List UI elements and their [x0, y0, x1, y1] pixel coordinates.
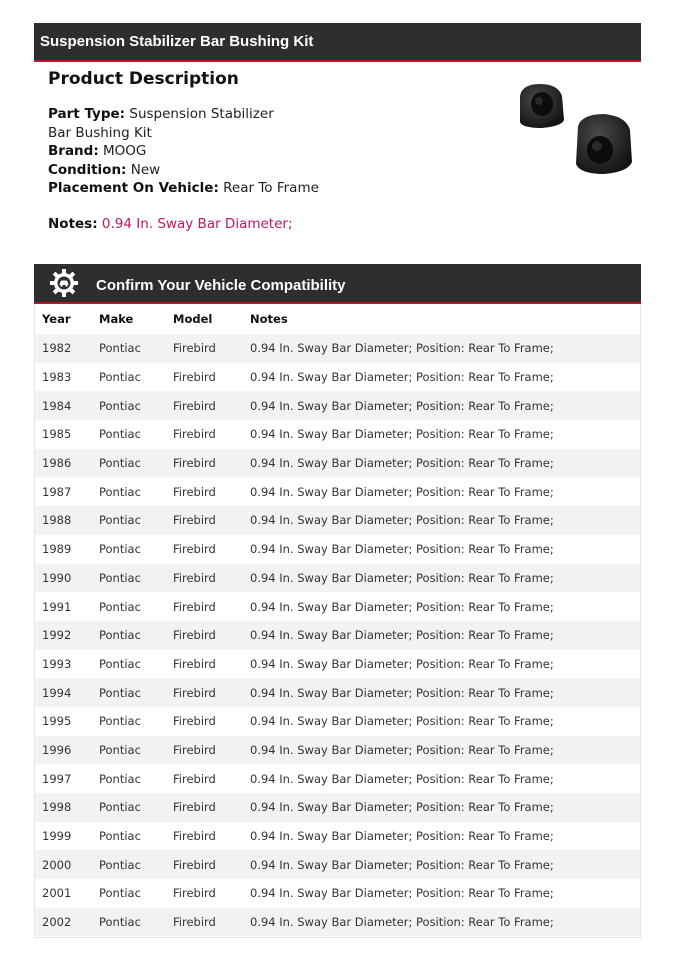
cell-make: Pontiac [99, 829, 141, 844]
page-title: Suspension Stabilizer Bar Bushing Kit [40, 33, 314, 50]
brand-value: MOOG [103, 143, 147, 159]
cell-make: Pontiac [99, 427, 141, 442]
cell-notes: 0.94 In. Sway Bar Diameter; Position: Rear To Frame; [250, 564, 640, 593]
cell-year: 1982 [35, 334, 99, 363]
cell-year: 1993 [42, 656, 72, 671]
spec-list [48, 105, 478, 198]
cell-make: Pontiac [99, 656, 141, 671]
description-heading: Product Description [48, 69, 239, 89]
table-row [35, 592, 640, 621]
compatibility-table-container [34, 304, 641, 938]
cell-year: 1991 [42, 599, 72, 614]
brand-label: Brand: [48, 143, 99, 159]
table-row [35, 420, 640, 449]
cell-model: Firebird [173, 829, 216, 844]
table-row [35, 564, 640, 593]
cell-make: Pontiac [99, 771, 141, 786]
column-header-notes: Notes [250, 312, 288, 326]
table-row [35, 736, 640, 765]
cell-notes: 0.94 In. Sway Bar Diameter; Position: Rear To Frame; [250, 850, 640, 879]
table-row [35, 908, 640, 937]
cell-notes: 0.94 In. Sway Bar Diameter; Position: Rear To Frame; [250, 599, 554, 614]
cell-year: 1998 [35, 793, 99, 822]
cell-make: Pontiac [99, 370, 141, 385]
table-row [35, 477, 640, 506]
cell-make: Pontiac [99, 908, 173, 937]
cell-notes: 0.94 In. Sway Bar Diameter; Position: Rear To Frame; [250, 678, 640, 707]
cell-notes: 0.94 In. Sway Bar Diameter; Position: Rear To Frame; [250, 391, 640, 420]
cell-notes: 0.94 In. Sway Bar Diameter; Position: Rear To Frame; [250, 542, 554, 557]
cell-make: Pontiac [99, 599, 141, 614]
cell-model: Firebird [173, 771, 216, 786]
compatibility-title: Confirm Your Vehicle Compatibility [96, 277, 346, 294]
cell-model: Firebird [173, 599, 216, 614]
cell-make: Pontiac [99, 484, 141, 499]
cell-model: Firebird [173, 908, 250, 937]
cell-year: 1985 [42, 427, 72, 442]
cell-make: Pontiac [99, 621, 173, 650]
cell-notes: 0.94 In. Sway Bar Diameter; Position: Rear To Frame; [250, 427, 554, 442]
product-description [48, 68, 478, 232]
column-header-make: Make [99, 312, 134, 326]
cell-model: Firebird [173, 714, 216, 729]
cell-notes: 0.94 In. Sway Bar Diameter; Position: Rear To Frame; [250, 449, 640, 478]
table-row [35, 621, 640, 650]
spec-condition [48, 161, 478, 180]
cell-model: Firebird [173, 850, 250, 879]
cell-model: Firebird [173, 886, 216, 901]
cell-notes: 0.94 In. Sway Bar Diameter; Position: Rear To Frame; [250, 908, 640, 937]
placement-label: Placement On Vehicle: [48, 180, 219, 196]
notes-label: Notes: [48, 215, 98, 232]
cell-year: 1988 [35, 506, 99, 535]
cell-year: 2001 [42, 886, 72, 901]
cell-make: Pontiac [99, 506, 173, 535]
table-row [35, 879, 640, 908]
cell-model: Firebird [173, 506, 250, 535]
table-row [35, 650, 640, 679]
cell-make: Pontiac [99, 334, 173, 363]
cell-notes: 0.94 In. Sway Bar Diameter; Position: Rear To Frame; [250, 736, 640, 765]
spec-part-type [48, 105, 288, 142]
table-row [35, 535, 640, 564]
cell-model: Firebird [173, 484, 216, 499]
cell-model: Firebird [173, 564, 250, 593]
title-bar [34, 23, 641, 62]
cell-year: 1994 [35, 678, 99, 707]
compatibility-header [34, 264, 641, 304]
cell-notes: 0.94 In. Sway Bar Diameter; Position: Rear To Frame; [250, 793, 640, 822]
cell-make: Pontiac [99, 793, 173, 822]
cell-make: Pontiac [99, 564, 173, 593]
cell-year: 1990 [35, 564, 99, 593]
cell-model: Firebird [173, 449, 250, 478]
cell-notes: 0.94 In. Sway Bar Diameter; Position: Rear To Frame; [250, 771, 554, 786]
cell-make: Pontiac [99, 391, 173, 420]
cell-notes: 0.94 In. Sway Bar Diameter; Position: Rear To Frame; [250, 829, 554, 844]
column-header-model: Model [173, 312, 213, 326]
table-row [35, 678, 640, 707]
cell-model: Firebird [173, 793, 250, 822]
part-type-label: Part Type: [48, 106, 126, 122]
cell-make: Pontiac [99, 850, 173, 879]
cell-year: 1996 [35, 736, 99, 765]
cell-notes: 0.94 In. Sway Bar Diameter; Position: Rear To Frame; [250, 370, 554, 385]
cell-year: 1987 [42, 484, 72, 499]
part-type-value: Suspension Stabilizer Bar Bushing Kit [48, 106, 274, 141]
condition-label: Condition: [48, 161, 127, 178]
cell-make: Pontiac [99, 542, 141, 557]
bushing-image [512, 80, 640, 180]
table-row [35, 764, 640, 793]
cell-model: Firebird [173, 656, 216, 671]
cell-notes: 0.94 In. Sway Bar Diameter; Position: Rear To Frame; [250, 714, 554, 729]
cell-notes: 0.94 In. Sway Bar Diameter; Position: Rear To Frame; [250, 656, 554, 671]
cell-notes: 0.94 In. Sway Bar Diameter; Position: Rear To Frame; [250, 334, 640, 363]
table-row [35, 850, 640, 879]
table-row [35, 506, 640, 535]
cell-make: Pontiac [99, 714, 141, 729]
cell-model: Firebird [173, 334, 250, 363]
column-header-year: Year [42, 312, 71, 326]
cell-year: 1984 [35, 391, 99, 420]
cell-year: 1992 [35, 621, 99, 650]
table-body [35, 334, 640, 936]
cell-year: 1986 [35, 449, 99, 478]
condition-value: New [130, 161, 161, 178]
spec-brand [48, 142, 478, 161]
cell-model: Firebird [173, 621, 250, 650]
notes-line [48, 216, 478, 232]
cell-year: 1997 [42, 771, 72, 786]
table-header-row [35, 304, 640, 334]
notes-value: 0.94 In. Sway Bar Diameter; [101, 215, 293, 232]
table-row [35, 793, 640, 822]
compatibility-table [35, 304, 640, 936]
cell-model: Firebird [173, 427, 216, 442]
table-row [35, 363, 640, 392]
spec-placement [48, 179, 478, 198]
cell-notes: 0.94 In. Sway Bar Diameter; Position: Rear To Frame; [250, 886, 554, 901]
cell-model: Firebird [173, 736, 250, 765]
table-row [35, 391, 640, 420]
cell-make: Pontiac [99, 886, 141, 901]
cell-make: Pontiac [99, 449, 173, 478]
cell-year: 1989 [42, 542, 72, 557]
cell-notes: 0.94 In. Sway Bar Diameter; Position: Rear To Frame; [250, 484, 554, 499]
cell-model: Firebird [173, 678, 250, 707]
cell-make: Pontiac [99, 678, 173, 707]
cell-year: 2000 [35, 850, 99, 879]
cell-year: 1983 [42, 370, 72, 385]
cell-notes: 0.94 In. Sway Bar Diameter; Position: Rear To Frame; [250, 506, 640, 535]
gear-car-icon [50, 269, 78, 297]
table-row [35, 822, 640, 851]
table-row [35, 449, 640, 478]
cell-model: Firebird [173, 370, 216, 385]
cell-make: Pontiac [99, 736, 173, 765]
cell-year: 2002 [35, 908, 99, 937]
cell-year: 1995 [42, 714, 72, 729]
cell-model: Firebird [173, 391, 250, 420]
table-row [35, 707, 640, 736]
table-row [35, 334, 640, 363]
cell-model: Firebird [173, 542, 216, 557]
cell-year: 1999 [42, 829, 72, 844]
placement-value: Rear To Frame [223, 180, 319, 196]
cell-notes: 0.94 In. Sway Bar Diameter; Position: Rear To Frame; [250, 621, 640, 650]
